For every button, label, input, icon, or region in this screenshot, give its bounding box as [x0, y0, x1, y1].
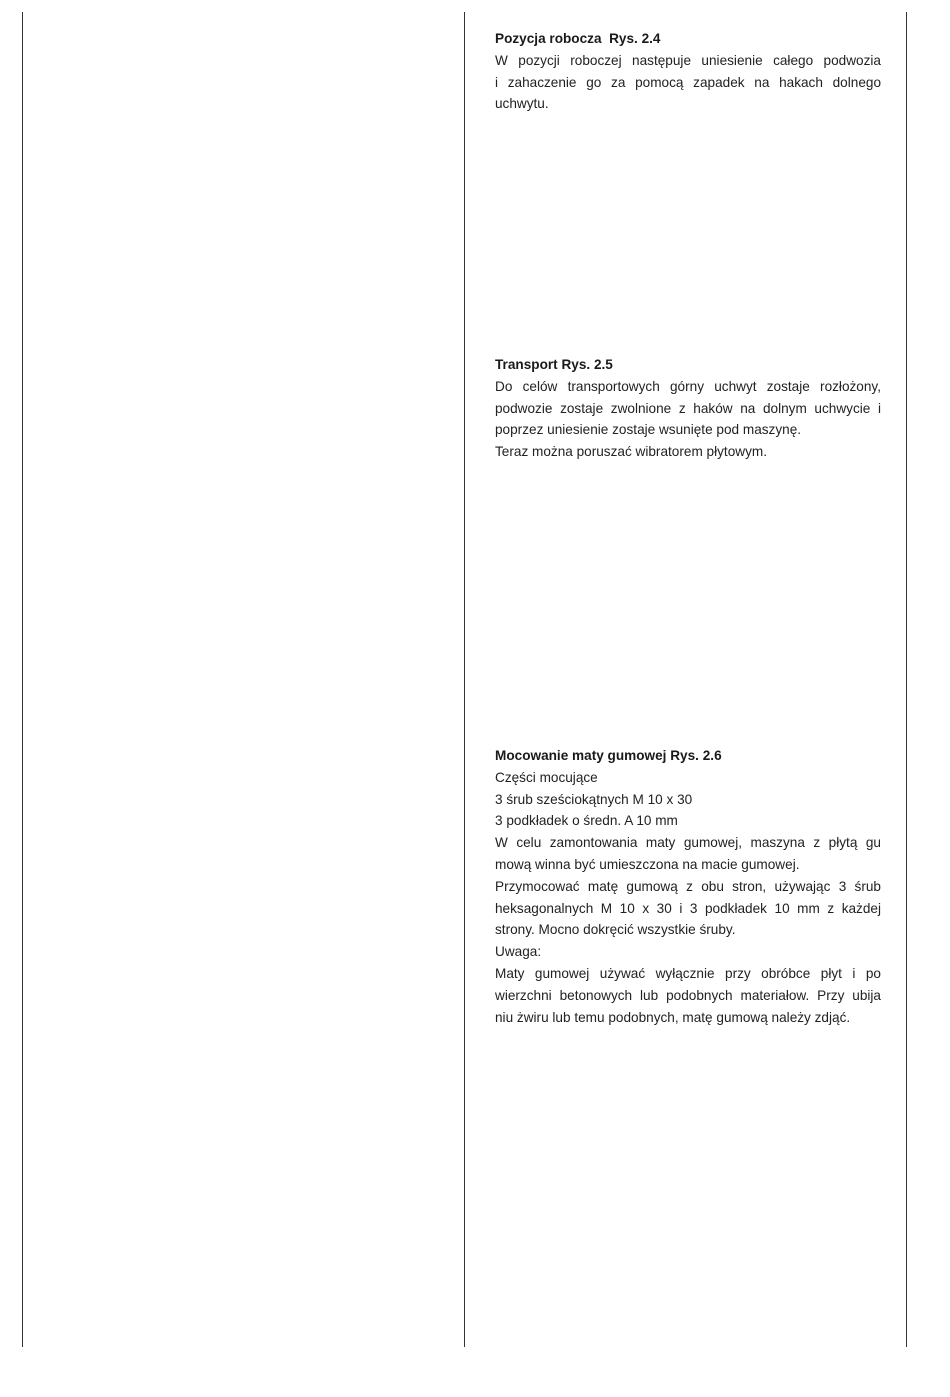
- section-body: [495, 376, 881, 463]
- section-heading: Transport Rys. 2.5: [495, 357, 613, 372]
- body-line: niu żwiru lub temu podobnych, matę gumową należy zdjąć.: [495, 1009, 851, 1025]
- section-body: [495, 767, 881, 1029]
- section-working-position: [495, 28, 881, 115]
- body-line: mową winna być umieszczona na macie gumowej.: [495, 856, 800, 872]
- body-line: 3 podkładek o średn. A 10 mm: [495, 813, 678, 829]
- body-line: Przymocować matę gumową z obu stron, używając 3 śrub: [495, 878, 881, 894]
- body-line: uchwytu.: [495, 96, 549, 112]
- left-column-border: [22, 12, 23, 1347]
- body-line: wierzchni betonowych lub podobnych materiałow. Przy ubija: [495, 987, 881, 1003]
- body-line: strony. Mocno dokręcić wszystkie śruby.: [495, 922, 736, 938]
- section-heading: Mocowanie maty gumowej Rys. 2.6: [495, 748, 722, 763]
- body-line: i zahaczenie go za pomocą zapadek na hakach dolnego: [495, 74, 881, 90]
- body-line: podwozie zostaje zwolnione z haków na dolnym uchwycie i: [495, 400, 881, 416]
- right-column-border: [906, 12, 907, 1347]
- section-heading: Pozycja robocza Rys. 2.4: [495, 31, 661, 46]
- body-line: heksagonalnych M 10 x 30 i 3 podkładek 10 mm z każdej: [495, 900, 881, 916]
- body-line: Uwaga:: [495, 944, 542, 960]
- section-rubber-mat-mounting: [495, 745, 881, 1028]
- body-line: Maty gumowej używać wyłącznie przy obróbce płyt i po: [495, 965, 881, 981]
- section-transport: [495, 354, 881, 463]
- section-body: [495, 50, 881, 115]
- body-line: Części mocujące: [495, 769, 598, 785]
- body-line: W celu zamontowania maty gumowej, maszyna z płytą gu: [495, 835, 881, 851]
- body-line: W pozycji roboczej następuje uniesienie całego podwozia: [495, 52, 881, 68]
- body-line: 3 śrub sześciokątnych M 10 x 30: [495, 791, 693, 807]
- body-line: Do celów transportowych górny uchwyt zostaje rozłożony,: [495, 378, 881, 394]
- center-column-divider: [464, 12, 465, 1347]
- body-line: poprzez uniesienie zostaje wsunięte pod maszynę.: [495, 422, 802, 438]
- body-line: Teraz można poruszać wibratorem płytowym.: [495, 444, 767, 460]
